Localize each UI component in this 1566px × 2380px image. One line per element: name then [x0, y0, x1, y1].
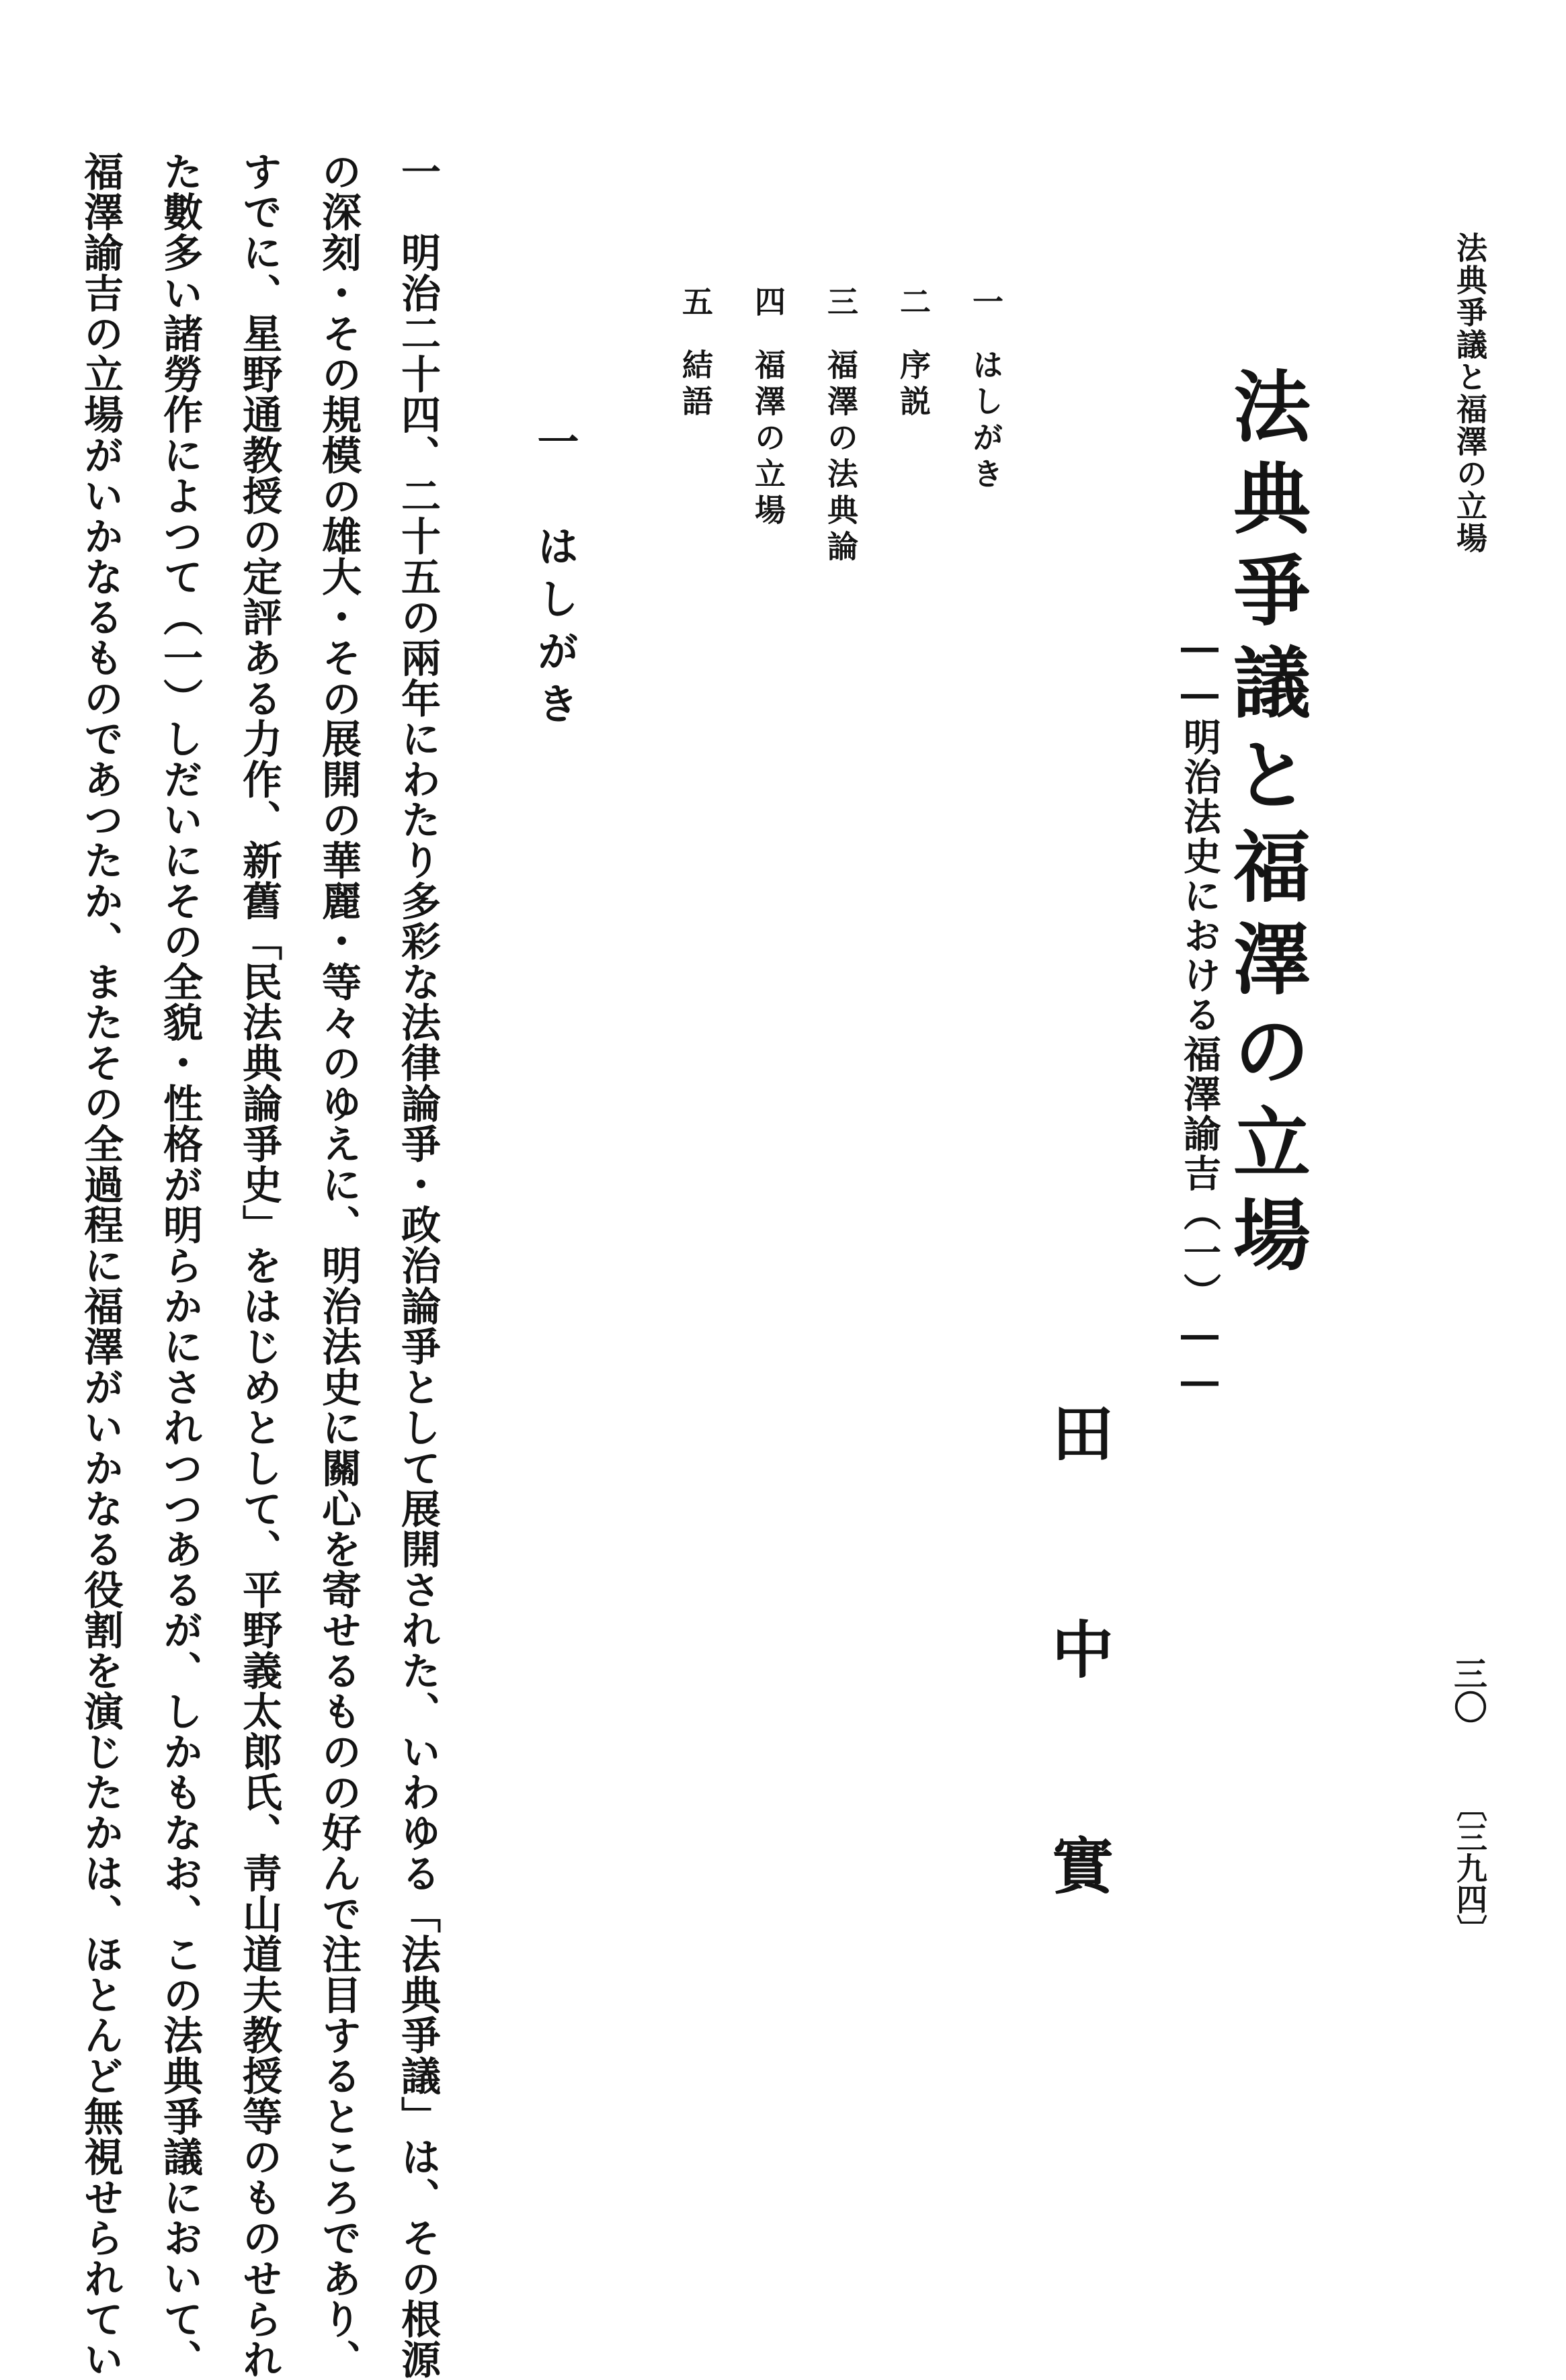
toc-item-number: 四	[750, 286, 786, 322]
body-text	[52, 151, 477, 2380]
article-subtitle: ――明治法史における福澤諭吉（一）――	[1178, 625, 1222, 1405]
toc-item	[891, 286, 936, 756]
body-line: 一 明治二十四、二十五の兩年にわたり多彩な法律論爭・政治論爭として展開された、いわゆる「法典爭議」は、その根源	[395, 151, 441, 2380]
page-number: 三〇	[1448, 1656, 1488, 1724]
page-number-alt: 〔三九四〕	[1452, 1791, 1488, 1945]
article-title: 法典爭議と福澤の立場	[1220, 366, 1311, 1287]
toc-item-label: 福澤の立場	[750, 349, 786, 530]
body-line: 福澤諭吉の立場がいかなるものであつたか、またその全過程に福澤がいかなる役割を演じたかは、ほとんど無視せられてい	[77, 151, 124, 2380]
toc-item	[673, 286, 718, 756]
toc-item-label: 序説	[895, 349, 932, 421]
section-heading: 一 はしがき	[530, 420, 579, 734]
toc-item	[819, 286, 863, 756]
toc-item-number: 一	[968, 286, 1004, 322]
toc-item	[746, 286, 790, 756]
toc-item-number: 三	[823, 286, 859, 322]
running-head: 法典爭議と福澤の立場	[1452, 232, 1488, 554]
body-line: た數多い諸勞作によつて（一）しだいにその全貌・性格が明らかにされつつあるが、しかもなお、この法典爭議において、	[157, 151, 203, 2380]
body-line: すでに、星野通教授の定評ある力作、新舊「民法典論爭史」をはじめとして、平野義太郎氏、靑山道夫教授等のものせられ	[236, 151, 282, 2380]
table-of-contents	[645, 286, 1008, 756]
toc-item	[964, 286, 1008, 756]
body-line: の深刻・その規模の雄大・その展開の華麗・等々のゆえに、明治法史に關心を寄せるものの好んで注目するところであり、	[315, 151, 362, 2380]
author-name: 田中實	[1042, 1401, 1114, 2050]
toc-item-label: 福澤の法典論	[823, 349, 859, 566]
toc-item-number: 二	[895, 286, 932, 322]
toc-item-label: 結語	[677, 349, 714, 421]
toc-item-label: はしがき	[968, 349, 1004, 494]
toc-item-number: 五	[677, 286, 714, 322]
